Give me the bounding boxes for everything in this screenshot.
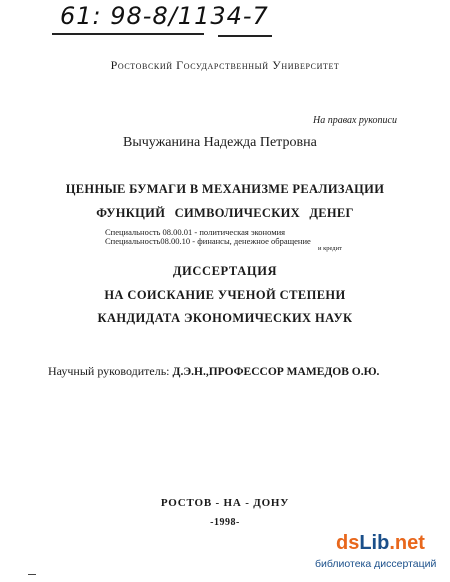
logo-net: .net (389, 532, 425, 554)
scan-mark (28, 574, 36, 579)
degree-line1: ДИССЕРТАЦИЯ (172, 264, 278, 278)
dissertation-title-line2: ФУНКЦИЙ СИМВОЛИЧЕСКИХ ДЕНЕГ (96, 206, 354, 220)
degree-line3: КАНДИДАТА ЭКОНОМИЧЕСКИХ НАУК (97, 311, 353, 325)
logo-ds: ds (336, 532, 360, 554)
degree-line2: НА СОИСКАНИЕ УЧЕНОЙ СТЕПЕНИ (104, 288, 346, 302)
dslib-subtitle: библиотека диссертаций (315, 558, 437, 570)
dslib-logo (336, 532, 425, 555)
dissertation-title-line1: ЦЕННЫЕ БУМАГИ В МЕХАНИЗМЕ РЕАЛИЗАЦИИ (65, 182, 385, 196)
supervisor-line (48, 364, 379, 379)
handwritten-underline (52, 33, 204, 35)
handwritten-underline-right (218, 35, 272, 37)
city: РОСТОВ - НА - ДОНУ (160, 497, 290, 509)
rights-note: На правах рукописи (313, 115, 397, 126)
specialty-line1: Специальность 08.00.01 - политическая экономия (105, 227, 286, 237)
supervisor-value: Д.Э.Н.,ПРОФЕССОР МАМЕДОВ О.Ю. (172, 366, 380, 378)
handwritten-archive-code: 61: 98-8/1134-7 (60, 2, 269, 30)
dslib-watermark (312, 532, 448, 578)
year: -1998- (210, 517, 240, 528)
specialty-line2-continuation: и кредит (318, 245, 342, 252)
author-name: Вычужанина Надежда Петровна (123, 135, 317, 150)
supervisor-label: Научный руководитель: (48, 364, 170, 378)
logo-lib: Lib (359, 532, 390, 554)
specialty-line2: Специальность08.00.10 - финансы, денежное обращение (105, 236, 311, 246)
university-name: Ростовский Государственный Университет (110, 58, 340, 72)
